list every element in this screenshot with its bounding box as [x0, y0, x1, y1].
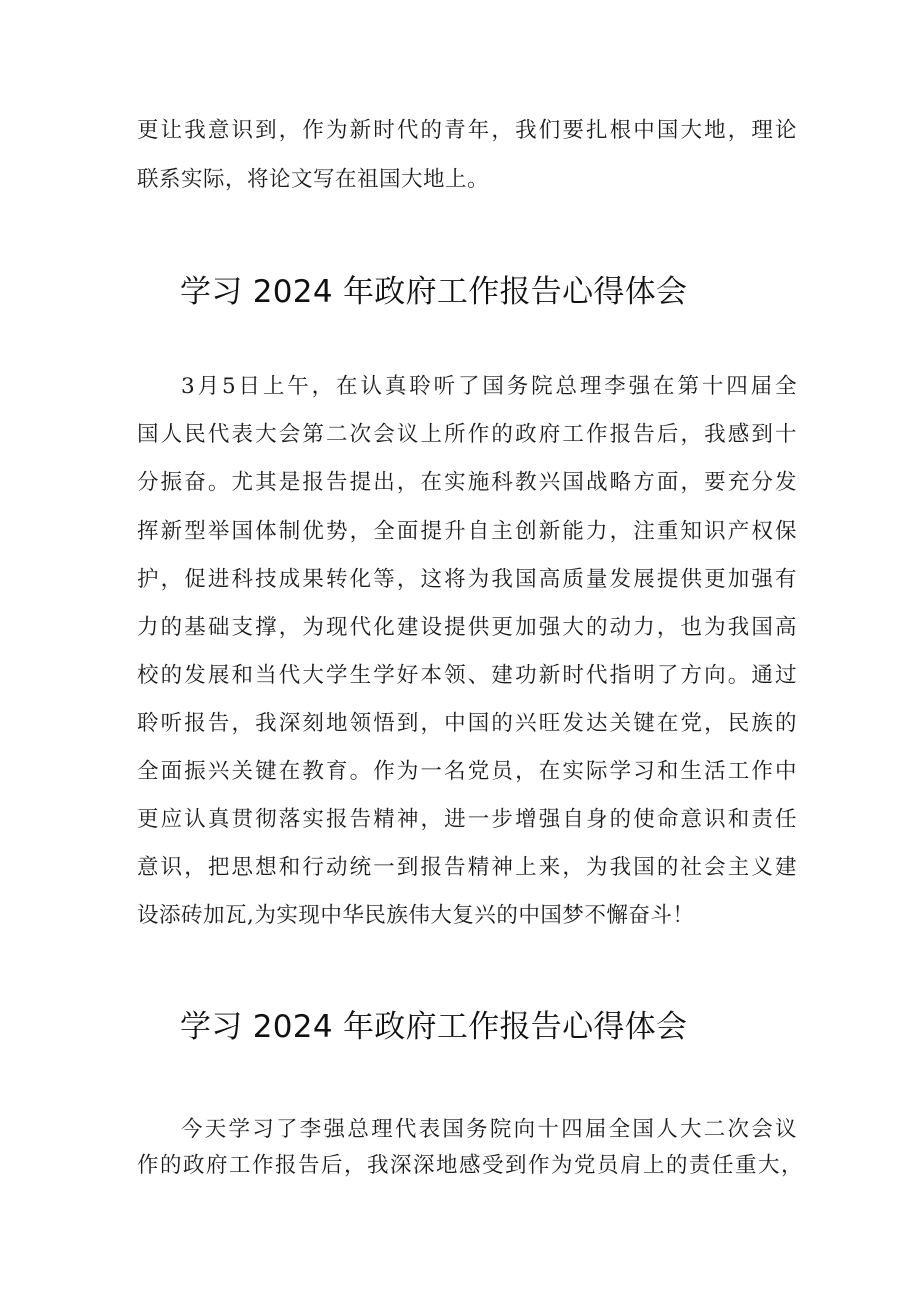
paragraph-line: 力的基础支撑，为现代化建设提供更加强大的动力，也为我国高: [137, 615, 797, 640]
section-heading: 学习 2024 年政府工作报告心得体会: [180, 1009, 688, 1045]
section-heading: 学习 2024 年政府工作报告心得体会: [180, 274, 688, 310]
paragraph-line: 意识，把思想和行动统一到报告精神上来，为我国的社会主义建: [137, 855, 797, 880]
paragraph-line: 全面振兴关键在教育。作为一名党员，在实际学习和生活工作中: [137, 759, 797, 784]
paragraph-line: 联系实际，将论文写在祖国大地上。: [137, 167, 490, 192]
paragraph-line: 设添砖加瓦,为实现中华民族伟大复兴的中国梦不懈奋斗！: [137, 903, 695, 928]
paragraph-line: 今天学习了李强总理代表国务院向十四届全国人大二次会议: [181, 1117, 797, 1142]
paragraph-line: 分振奋。尤其是报告提出，在实施科教兴国战略方面，要充分发: [137, 470, 797, 495]
paragraph-line: 校的发展和当代大学生学好本领、建功新时代指明了方向。通过: [137, 663, 797, 688]
paragraph-line: 护，促进科技成果转化等，这将为我国高质量发展提供更加强有: [137, 567, 797, 592]
paragraph-line: 更让我意识到，作为新时代的青年，我们要扎根中国大地，理论: [137, 118, 797, 143]
paragraph-line: 作的政府工作报告后，我深深地感受到作为党员肩上的责任重大，: [137, 1153, 803, 1178]
paragraph-line: 国人民代表大会第二次会议上所作的政府工作报告后，我感到十: [137, 422, 797, 447]
paragraph-line: 挥新型举国体制优势，全面提升自主创新能力，注重知识产权保: [137, 519, 797, 544]
paragraph-line: 聆听报告，我深刻地领悟到，中国的兴旺发达关键在党，民族的: [137, 711, 797, 736]
paragraph-line: 更应认真贯彻落实报告精神，进一步增强自身的使命意识和责任: [137, 807, 797, 832]
paragraph-line: 3月5日上午，在认真聆听了国务院总理李强在第十四届全: [181, 374, 797, 399]
